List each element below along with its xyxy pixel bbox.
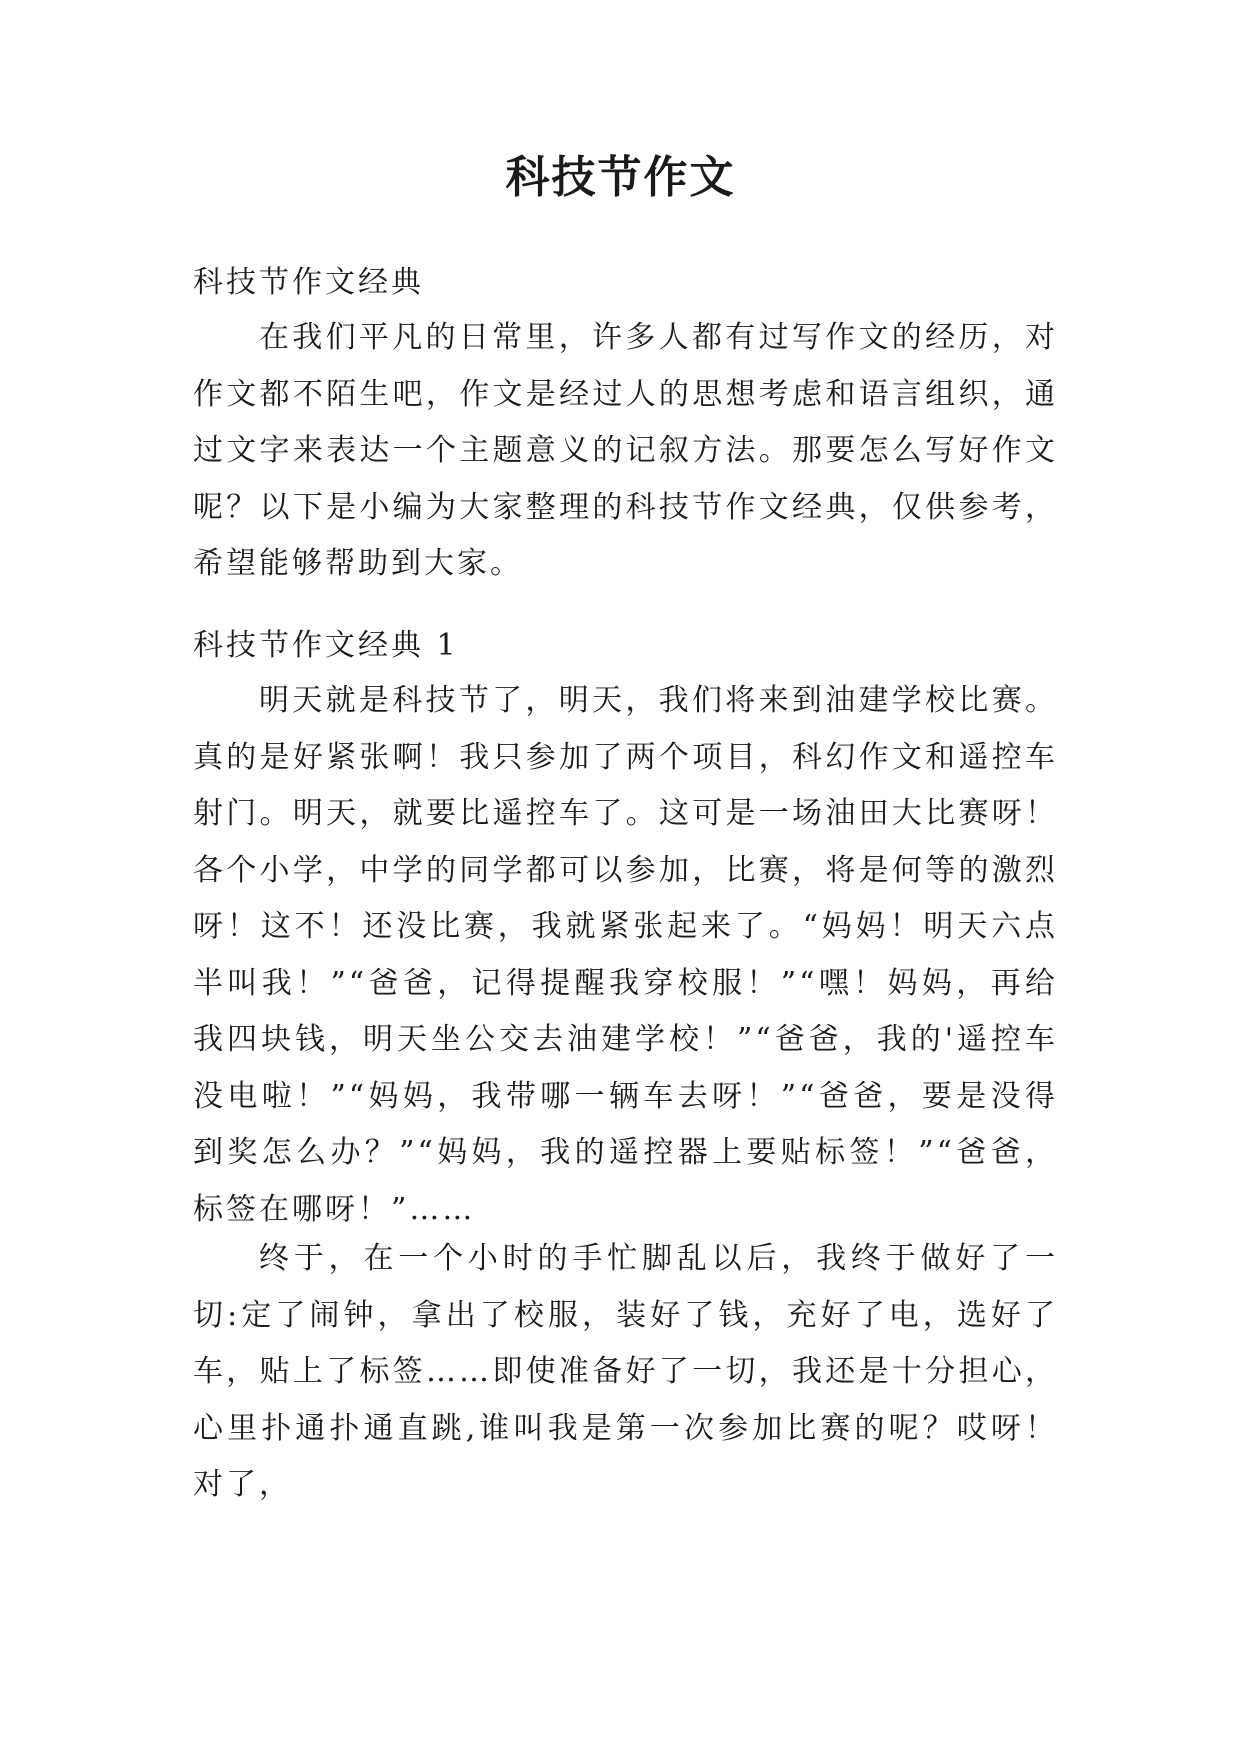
document-title: 科技节作文 [505,152,736,203]
section1-paragraph-1: 明天就是科技节了，明天，我们将来到油建学校比赛。真的是好紧张啊！我只参加了两个项目，科幻作文和遥控车射门。明天，就要比遥控车了。这可是一场油田大比赛呀！各个小学，中学的同学都可以参加，比赛，将是何等的激烈呀！这不！还没比赛，我就紧张起来了。“妈妈！明天六点半叫我！”“爸爸，记得提醒我穿校服！”“嘿！妈妈，再给我四块钱，明天坐公交去油建学校！”“爸爸，我的'遥控车没电啦！”“妈妈，我带哪一辆车去呀！”“爸爸，要是没得到奖怎么办？”“妈妈，我的遥控器上要贴标签！”“爸爸，标签在哪呀！”…… [193,683,1058,1227]
section1-paragraph-2: 终于，在一个小时的手忙脚乱以后，我终于做好了一切:定了闹钟，拿出了校服，装好了钱，充好了电，选好了车，贴上了标签……即使准备好了一切，我还是十分担心，心里扑通扑通直跳,谁叫我是第一次参加比赛的呢？哎呀！对了， [193,1241,1058,1502]
section1-heading: 科技节作文经典 1 [193,628,459,663]
intro-heading: 科技节作文经典 [193,265,424,300]
intro-paragraph: 在我们平凡的日常里，许多人都有过写作文的经历，对作文都不陌生吧，作文是经过人的思想考虑和语言组织，通过文字来表达一个主题意义的记叙方法。那要怎么写好作文呢？以下是小编为大家整理的科技节作文经典，仅供参考，希望能够帮助到大家。 [193,320,1058,581]
